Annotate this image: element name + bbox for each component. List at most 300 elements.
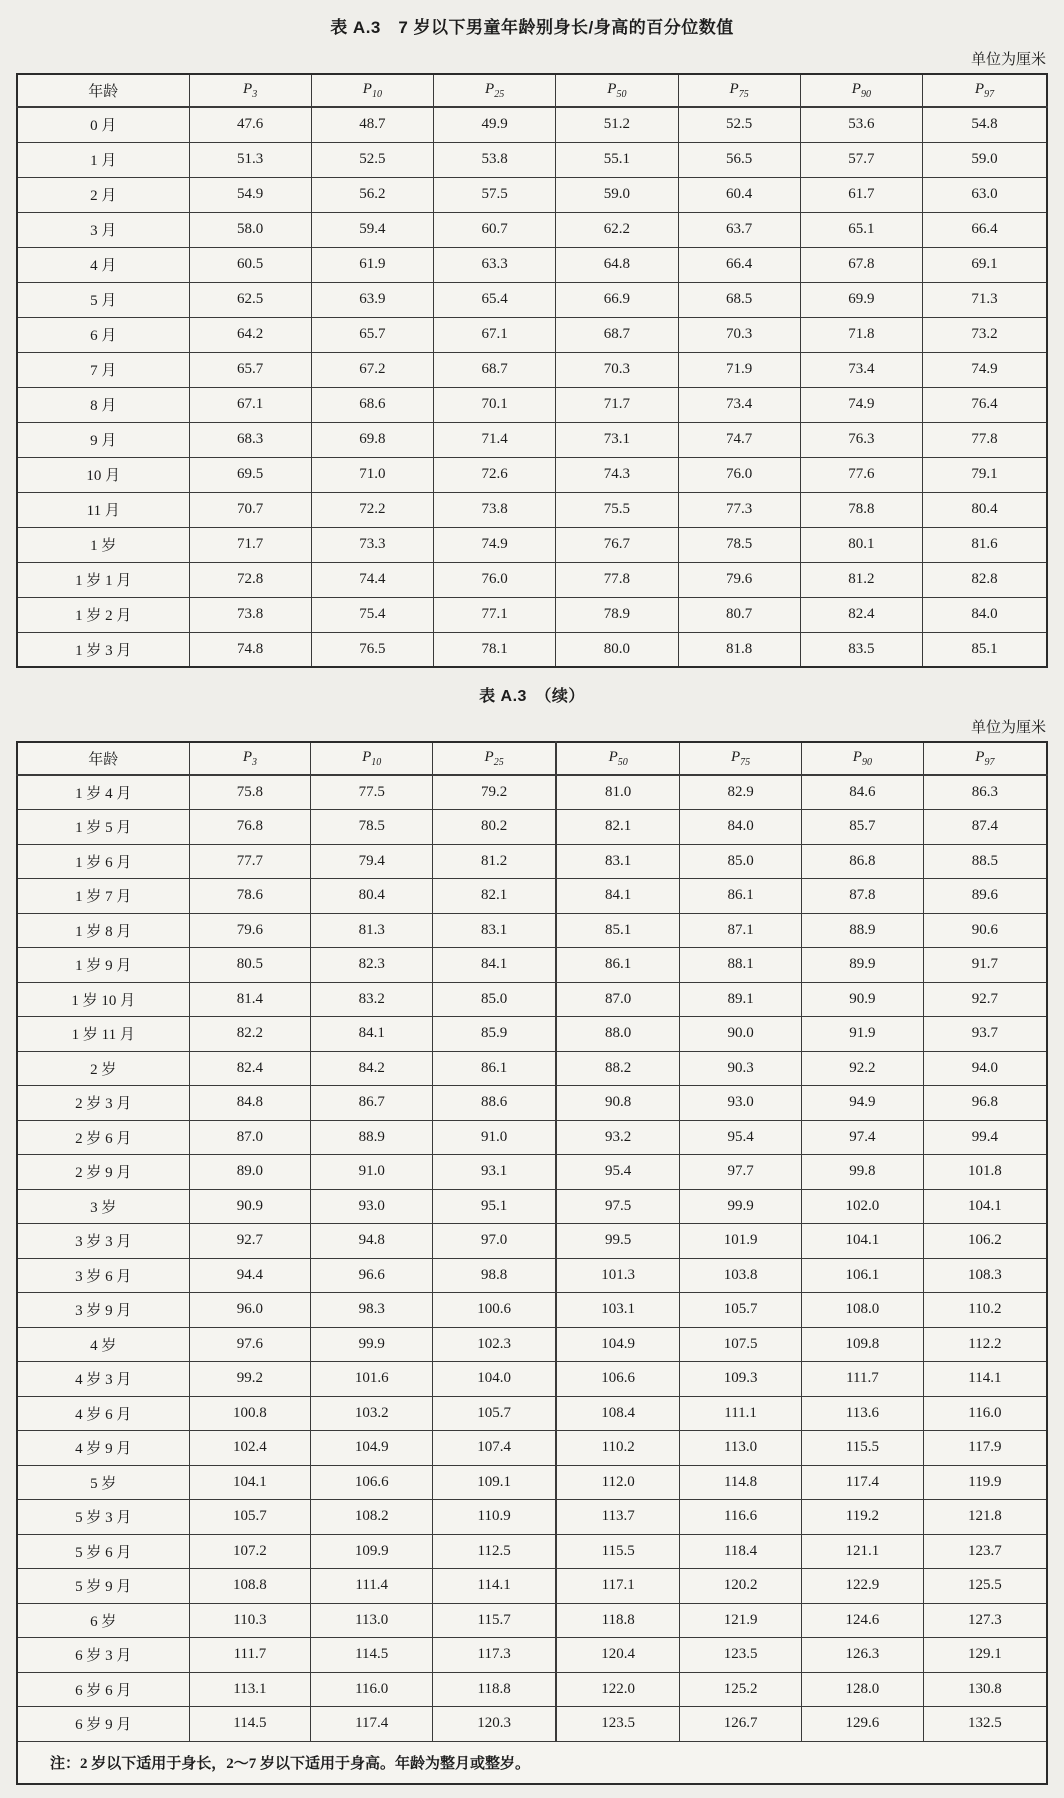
value-cell: 73.8 [189,597,311,632]
value-cell: 108.3 [923,1258,1047,1293]
value-cell: 115.5 [801,1431,923,1466]
value-cell: 86.1 [556,948,680,983]
value-cell: 71.7 [556,387,678,422]
value-cell: 81.6 [923,527,1048,562]
value-cell: 75.5 [556,492,678,527]
value-cell: 88.0 [556,1017,680,1052]
value-cell: 113.1 [189,1672,311,1707]
value-cell: 88.9 [311,1120,433,1155]
value-cell: 107.2 [189,1534,311,1569]
value-cell: 90.8 [556,1086,680,1121]
age-cell: 6 岁 9 月 [17,1707,189,1742]
value-cell: 97.7 [680,1155,802,1190]
value-cell: 71.0 [311,457,433,492]
table-row [17,1362,1047,1397]
table-row [17,982,1047,1017]
value-cell: 84.8 [189,1086,311,1121]
value-cell: 112.5 [433,1534,557,1569]
value-cell: 128.0 [801,1672,923,1707]
value-cell: 76.0 [678,457,800,492]
table-row [17,142,1047,177]
value-cell: 53.6 [800,107,922,142]
table-row [17,1120,1047,1155]
age-cell: 1 岁 11 月 [17,1017,189,1052]
value-cell: 63.3 [434,247,556,282]
value-cell: 101.8 [923,1155,1047,1190]
value-cell: 91.0 [433,1120,557,1155]
age-cell: 1 岁 6 月 [17,844,189,879]
percentile-column-header-P50 [556,742,680,775]
value-cell: 101.3 [556,1258,680,1293]
value-cell: 93.7 [923,1017,1047,1052]
value-cell: 71.3 [923,282,1048,317]
value-cell: 80.5 [189,948,311,983]
value-cell: 60.4 [678,177,800,212]
percentile-column-header-P97 [923,742,1047,775]
value-cell: 104.9 [556,1327,680,1362]
value-cell: 69.5 [189,457,311,492]
percentile-symbol: $P_{10}$ [362,749,382,768]
value-cell: 59.0 [923,142,1048,177]
table-row [17,1017,1047,1052]
value-cell: 73.4 [800,352,922,387]
value-cell: 85.1 [923,632,1048,667]
age-cell: 1 岁 5 月 [17,810,189,845]
value-cell: 89.0 [189,1155,311,1190]
table-row [17,879,1047,914]
age-cell: 1 岁 3 月 [17,632,189,667]
value-cell: 92.7 [189,1224,311,1259]
value-cell: 119.9 [923,1465,1047,1500]
value-cell: 106.6 [311,1465,433,1500]
value-cell: 65.7 [311,317,433,352]
value-cell: 125.5 [923,1569,1047,1604]
age-cell: 5 月 [17,282,189,317]
value-cell: 130.8 [923,1672,1047,1707]
value-cell: 58.0 [189,212,311,247]
table-row [17,1431,1047,1466]
value-cell: 80.2 [433,810,557,845]
value-cell: 115.5 [556,1534,680,1569]
percentile-symbol: $P_{90}$ [852,749,872,768]
table-row [17,107,1047,142]
value-cell: 61.7 [800,177,922,212]
value-cell: 77.8 [923,422,1048,457]
age-cell: 5 岁 6 月 [17,1534,189,1569]
table-row [17,1396,1047,1431]
table-row [17,1258,1047,1293]
value-cell: 86.7 [311,1086,433,1121]
value-cell: 74.8 [189,632,311,667]
age-cell: 3 岁 6 月 [17,1258,189,1293]
value-cell: 121.9 [680,1603,802,1638]
value-cell: 120.4 [556,1638,680,1673]
age-cell: 8 月 [17,387,189,422]
value-cell: 107.4 [433,1431,557,1466]
value-cell: 108.4 [556,1396,680,1431]
value-cell: 69.9 [800,282,922,317]
table-row [17,562,1047,597]
table-row [17,1086,1047,1121]
value-cell: 96.6 [311,1258,433,1293]
value-cell: 67.1 [434,317,556,352]
value-cell: 111.7 [801,1362,923,1397]
age-cell: 2 岁 9 月 [17,1155,189,1190]
table-row [17,913,1047,948]
value-cell: 118.8 [433,1672,557,1707]
value-cell: 93.0 [680,1086,802,1121]
table-row [17,1465,1047,1500]
value-cell: 68.6 [311,387,433,422]
value-cell: 81.0 [556,775,680,810]
age-cell: 11 月 [17,492,189,527]
value-cell: 87.4 [923,810,1047,845]
value-cell: 93.1 [433,1155,557,1190]
value-cell: 116.0 [311,1672,433,1707]
value-cell: 91.9 [801,1017,923,1052]
value-cell: 95.4 [680,1120,802,1155]
value-cell: 108.0 [801,1293,923,1328]
value-cell: 79.1 [923,457,1048,492]
value-cell: 77.6 [800,457,922,492]
age-cell: 1 岁 [17,527,189,562]
age-cell: 1 岁 10 月 [17,982,189,1017]
value-cell: 84.2 [311,1051,433,1086]
value-cell: 66.9 [556,282,678,317]
value-cell: 122.9 [801,1569,923,1604]
value-cell: 70.7 [189,492,311,527]
value-cell: 87.1 [680,913,802,948]
age-cell: 4 岁 [17,1327,189,1362]
value-cell: 74.9 [800,387,922,422]
value-cell: 72.2 [311,492,433,527]
age-cell: 1 岁 1 月 [17,562,189,597]
value-cell: 51.3 [189,142,311,177]
value-cell: 110.3 [189,1603,311,1638]
value-cell: 70.3 [678,317,800,352]
value-cell: 81.3 [311,913,433,948]
table-row [17,212,1047,247]
value-cell: 94.8 [311,1224,433,1259]
table-row [17,1051,1047,1086]
table-row [17,632,1047,667]
value-cell: 94.0 [923,1051,1047,1086]
age-cell: 3 月 [17,212,189,247]
value-cell: 74.3 [556,457,678,492]
percentile-column-header-P10 [311,74,433,107]
age-cell: 5 岁 9 月 [17,1569,189,1604]
value-cell: 80.1 [800,527,922,562]
value-cell: 77.5 [311,775,433,810]
value-cell: 123.5 [680,1638,802,1673]
value-cell: 73.1 [556,422,678,457]
value-cell: 96.8 [923,1086,1047,1121]
value-cell: 61.9 [311,247,433,282]
age-cell: 6 岁 3 月 [17,1638,189,1673]
value-cell: 67.1 [189,387,311,422]
value-cell: 103.8 [680,1258,802,1293]
value-cell: 129.1 [923,1638,1047,1673]
value-cell: 118.4 [680,1534,802,1569]
value-cell: 89.6 [923,879,1047,914]
value-cell: 85.9 [433,1017,557,1052]
table-row [17,1500,1047,1535]
value-cell: 57.7 [800,142,922,177]
value-cell: 94.9 [801,1086,923,1121]
value-cell: 47.6 [189,107,311,142]
age-cell: 3 岁 3 月 [17,1224,189,1259]
percentile-column-header-P25 [434,74,556,107]
value-cell: 81.4 [189,982,311,1017]
value-cell: 90.0 [680,1017,802,1052]
value-cell: 87.8 [801,879,923,914]
table-row [17,247,1047,282]
value-cell: 55.1 [556,142,678,177]
value-cell: 82.2 [189,1017,311,1052]
value-cell: 59.4 [311,212,433,247]
table-row [17,1189,1047,1224]
value-cell: 82.1 [433,879,557,914]
value-cell: 132.5 [923,1707,1047,1742]
table-1-header [17,74,1047,107]
value-cell: 49.9 [434,107,556,142]
value-cell: 93.2 [556,1120,680,1155]
value-cell: 90.6 [923,913,1047,948]
value-cell: 92.2 [801,1051,923,1086]
value-cell: 53.8 [434,142,556,177]
table-1-body [17,107,1047,667]
value-cell: 108.8 [189,1569,311,1604]
age-cell: 1 岁 9 月 [17,948,189,983]
value-cell: 63.7 [678,212,800,247]
value-cell: 107.5 [680,1327,802,1362]
percentile-column-header-P3 [189,74,311,107]
percentile-symbol: $P_{10}$ [362,81,382,100]
value-cell: 102.3 [433,1327,557,1362]
value-cell: 97.4 [801,1120,923,1155]
value-cell: 80.4 [923,492,1048,527]
value-cell: 85.0 [433,982,557,1017]
value-cell: 83.5 [800,632,922,667]
value-cell: 70.3 [556,352,678,387]
age-column-header: 年龄 [17,742,189,775]
table-row [17,597,1047,632]
age-cell: 6 岁 6 月 [17,1672,189,1707]
value-cell: 109.1 [433,1465,557,1500]
value-cell: 64.8 [556,247,678,282]
value-cell: 93.0 [311,1189,433,1224]
age-cell: 2 岁 3 月 [17,1086,189,1121]
value-cell: 108.2 [311,1500,433,1535]
value-cell: 74.4 [311,562,433,597]
value-cell: 84.1 [433,948,557,983]
value-cell: 86.3 [923,775,1047,810]
value-cell: 78.8 [800,492,922,527]
table-row [17,492,1047,527]
value-cell: 79.6 [678,562,800,597]
value-cell: 117.9 [923,1431,1047,1466]
value-cell: 99.9 [311,1327,433,1362]
value-cell: 89.1 [680,982,802,1017]
table-row [17,1293,1047,1328]
value-cell: 54.9 [189,177,311,212]
value-cell: 76.8 [189,810,311,845]
value-cell: 66.4 [678,247,800,282]
table-row [17,422,1047,457]
percentile-symbol: $P_{25}$ [485,81,505,100]
value-cell: 90.9 [801,982,923,1017]
value-cell: 113.0 [680,1431,802,1466]
value-cell: 113.6 [801,1396,923,1431]
age-cell: 1 月 [17,142,189,177]
value-cell: 81.8 [678,632,800,667]
value-cell: 64.2 [189,317,311,352]
value-cell: 76.0 [434,562,556,597]
value-cell: 106.2 [923,1224,1047,1259]
value-cell: 97.5 [556,1189,680,1224]
percentile-symbol: $P_{97}$ [974,81,995,100]
value-cell: 82.1 [556,810,680,845]
value-cell: 84.0 [680,810,802,845]
value-cell: 81.2 [433,844,557,879]
value-cell: 106.6 [556,1362,680,1397]
value-cell: 77.7 [189,844,311,879]
value-cell: 65.4 [434,282,556,317]
value-cell: 97.6 [189,1327,311,1362]
value-cell: 67.8 [800,247,922,282]
value-cell: 73.4 [678,387,800,422]
percentile-column-header-P50 [556,74,678,107]
table-row [17,1327,1047,1362]
value-cell: 84.6 [801,775,923,810]
value-cell: 57.5 [434,177,556,212]
value-cell: 71.7 [189,527,311,562]
value-cell: 100.8 [189,1396,311,1431]
value-cell: 124.6 [801,1603,923,1638]
value-cell: 84.1 [311,1017,433,1052]
table-row [17,352,1047,387]
value-cell: 59.0 [556,177,678,212]
percentile-symbol: $P_{25}$ [484,749,504,768]
unit-label-table-1: 单位为厘米 [970,52,1046,68]
value-cell: 76.7 [556,527,678,562]
value-cell: 79.4 [311,844,433,879]
age-cell: 2 岁 [17,1051,189,1086]
value-cell: 99.9 [680,1189,802,1224]
value-cell: 78.1 [434,632,556,667]
value-cell: 77.8 [556,562,678,597]
age-cell: 2 岁 6 月 [17,1120,189,1155]
table-row [17,1672,1047,1707]
age-cell: 6 岁 [17,1603,189,1638]
value-cell: 71.4 [434,422,556,457]
age-column-header: 年龄 [17,74,189,107]
age-cell: 5 岁 3 月 [17,1500,189,1535]
value-cell: 60.7 [434,212,556,247]
age-cell: 4 月 [17,247,189,282]
value-cell: 97.0 [433,1224,557,1259]
value-cell: 121.1 [801,1534,923,1569]
percentile-column-header-P75 [680,742,802,775]
value-cell: 80.4 [311,879,433,914]
value-cell: 56.5 [678,142,800,177]
value-cell: 78.5 [311,810,433,845]
value-cell: 117.3 [433,1638,557,1673]
age-cell: 1 岁 8 月 [17,913,189,948]
value-cell: 104.1 [189,1465,311,1500]
value-cell: 80.0 [556,632,678,667]
value-cell: 110.2 [923,1293,1047,1328]
value-cell: 86.1 [680,879,802,914]
value-cell: 89.9 [801,948,923,983]
percentile-column-header-P90 [800,74,922,107]
value-cell: 101.9 [680,1224,802,1259]
value-cell: 65.7 [189,352,311,387]
value-cell: 83.2 [311,982,433,1017]
age-cell: 7 月 [17,352,189,387]
value-cell: 110.9 [433,1500,557,1535]
table-note: 注：2 岁以下适用于身长，2～7 岁以下适用于身高。年龄为整月或整岁。 [17,1741,1047,1784]
value-cell: 68.3 [189,422,311,457]
table-row [17,177,1047,212]
value-cell: 121.8 [923,1500,1047,1535]
percentile-symbol: $P_{75}$ [729,81,749,100]
value-cell: 76.5 [311,632,433,667]
age-cell: 4 岁 9 月 [17,1431,189,1466]
value-cell: 109.3 [680,1362,802,1397]
value-cell: 81.2 [800,562,922,597]
value-cell: 116.0 [923,1396,1047,1431]
value-cell: 103.1 [556,1293,680,1328]
value-cell: 95.1 [433,1189,557,1224]
percentile-symbol: $P_{50}$ [607,81,627,100]
value-cell: 70.1 [434,387,556,422]
value-cell: 51.2 [556,107,678,142]
value-cell: 115.7 [433,1603,557,1638]
value-cell: 114.8 [680,1465,802,1500]
table-row [17,527,1047,562]
age-cell: 1 岁 4 月 [17,775,189,810]
value-cell: 77.1 [434,597,556,632]
value-cell: 67.2 [311,352,433,387]
value-cell: 73.3 [311,527,433,562]
table-row [17,1534,1047,1569]
value-cell: 87.0 [189,1120,311,1155]
value-cell: 104.1 [801,1224,923,1259]
unit-label-table-2: 单位为厘米 [970,720,1046,736]
value-cell: 112.0 [556,1465,680,1500]
value-cell: 82.9 [680,775,802,810]
table-row [17,1707,1047,1742]
value-cell: 123.7 [923,1534,1047,1569]
value-cell: 82.4 [189,1051,311,1086]
value-cell: 79.6 [189,913,311,948]
age-cell: 3 岁 9 月 [17,1293,189,1328]
value-cell: 91.0 [311,1155,433,1190]
value-cell: 111.4 [311,1569,433,1604]
value-cell: 74.9 [434,527,556,562]
value-cell: 105.7 [680,1293,802,1328]
value-cell: 114.5 [311,1638,433,1673]
value-cell: 114.1 [433,1569,557,1604]
value-cell: 74.9 [923,352,1048,387]
table-row [17,810,1047,845]
value-cell: 85.7 [801,810,923,845]
value-cell: 73.2 [923,317,1048,352]
age-cell: 4 岁 3 月 [17,1362,189,1397]
value-cell: 78.6 [189,879,311,914]
value-cell: 100.6 [433,1293,557,1328]
